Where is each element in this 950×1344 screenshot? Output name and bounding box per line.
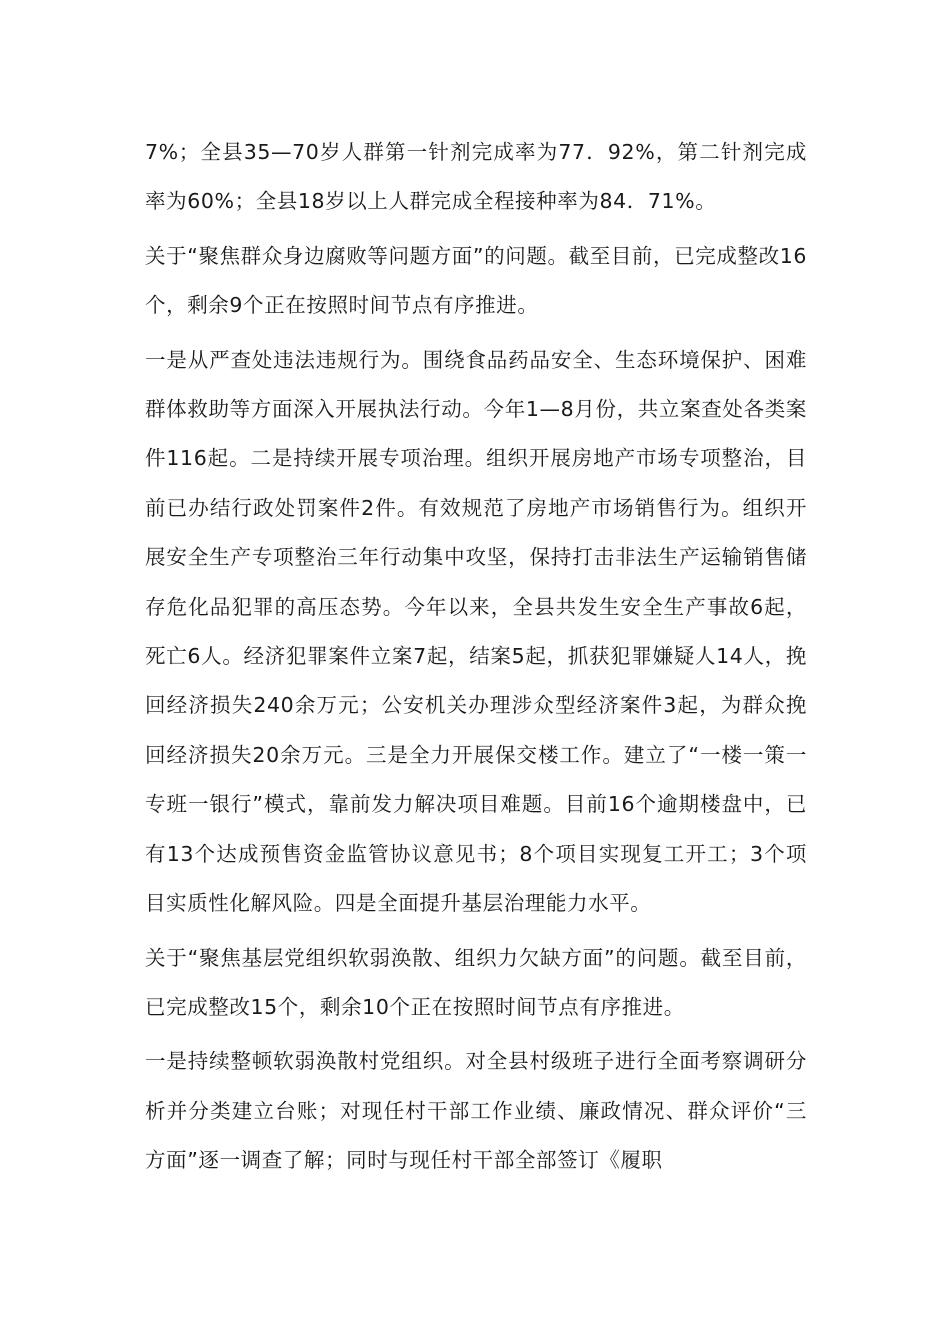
paragraph-vaccination-rates: 7%；全县35—70岁人群第一针剂完成率为77．92%，第二针剂完成率为60%；全县18岁以上人群完成全程接种率为84．71%。 xyxy=(145,140,807,214)
paragraph-law-enforcement-measures: 一是从严查处违法违规行为。围绕食品药品安全、生态环境保护、困难群体救助等方面深入开展执法行动。今年1—8月份，共立案查处各类案件116起。二是持续开展专项治理。组织开展房地产市场专项整治，目前已办结行政处罚案件2件。有效规范了房地产市场销售行为。组织开展安全生产专项整治三年行动集中攻坚，保持打击非法生产运输销售储存危化品犯罪的高压态势。今年以来，全县共发生安全生产事故6起，死亡6人。经济犯罪案件立案7起，结案5起，抓获犯罪嫌疑人14人，挽回经济损失240余万元；公安机关办理涉众型经济案件3起，为群众挽回经济损失20余万元。三是全力开展保交楼工作。建立了“一楼一策一专班一银行”模式，靠前发力解决项目难题。目前16个逾期楼盘中，已有13个达成预售资金监管协议意见书；8个项目实现复工开工；3个项目实质性化解风险。四是全面提升基层治理能力水平。 xyxy=(145,347,807,916)
document-body xyxy=(145,128,807,1191)
paragraph-party-organization-issue-heading: 关于“聚焦基层党组织软弱涣散、组织力欠缺方面”的问题。截至目前，已完成整改15个，剩余10个正在按照时间节点有序推进。 xyxy=(145,945,807,1019)
paragraph-corruption-issue-heading: 关于“聚焦群众身边腐败等问题方面”的问题。截至目前，已完成整改16个，剩余9个正在按照时间节点有序推进。 xyxy=(145,243,807,318)
paragraph-party-organization-rectification: 一是持续整顿软弱涣散村党组织。对全县村级班子进行全面考察调研分析并分类建立台账；对现任村干部工作业绩、廉政情况、群众评价“三方面”逐一调查了解；同时与现任村干部全部签订《履职 xyxy=(145,1049,807,1173)
